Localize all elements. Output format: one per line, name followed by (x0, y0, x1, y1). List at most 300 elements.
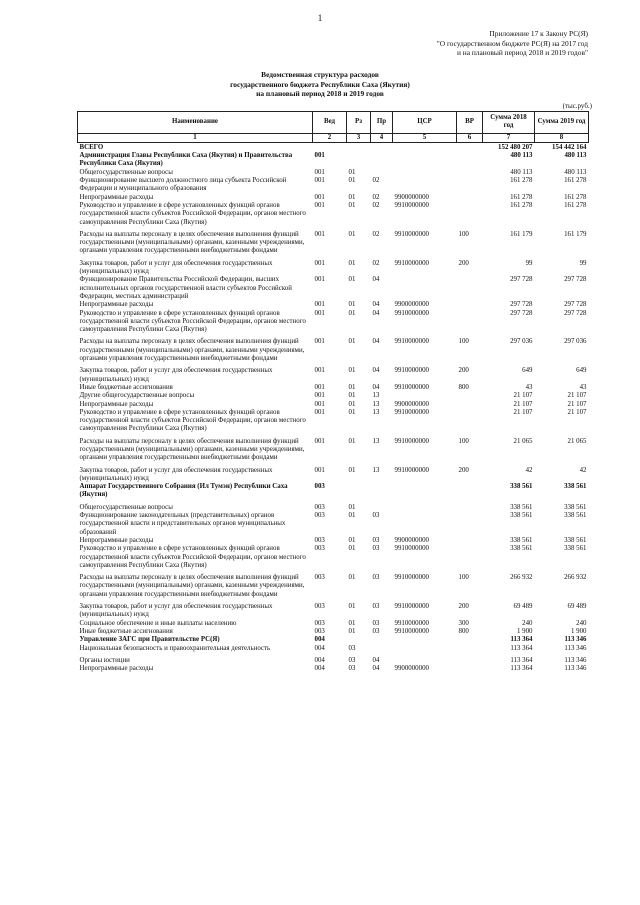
row-csr: 9910000000 (394, 338, 429, 346)
row-csr: 9910000000 (394, 545, 429, 553)
row-sum-2018: 266 932 (510, 574, 533, 582)
row-name: Аппарат Государственного Собрания (Ил Тумэн) Республики Саха (Якутия) (79, 483, 288, 499)
row-ved: 001 (314, 177, 325, 185)
row-csr: 9910000000 (394, 309, 429, 317)
row-sum-2019: 21 107 (567, 400, 587, 408)
row-csr: 9910000000 (394, 259, 429, 267)
row-rz: 01 (348, 338, 356, 346)
title-line: Ведомственная структура расходов (261, 70, 379, 79)
table-body (78, 142, 589, 673)
row-sum-2018: 42 (525, 466, 533, 474)
row-csr: 9910000000 (394, 367, 429, 375)
row-csr (393, 483, 457, 500)
row-sum-2018: 297 728 (510, 276, 533, 284)
column-header: Наименование (78, 112, 313, 134)
row-ved: 001 (314, 193, 325, 201)
row-csr (393, 392, 457, 400)
table-row (78, 227, 589, 256)
row-name: Закупка товаров, работ и услуг для обеспечения государственных (муниципальных) нужд (79, 466, 273, 482)
row-name: Органы юстиции (79, 656, 130, 664)
row-csr: 9900000000 (394, 536, 429, 544)
row-rz: 01 (348, 466, 356, 474)
row-ved: 001 (314, 259, 325, 267)
row-name: Непрограммные расходы (79, 665, 154, 673)
row-sum-2018: 649 (522, 367, 533, 375)
row-sum-2019: 480 113 (564, 152, 587, 160)
table-row (78, 620, 589, 628)
row-csr (393, 636, 457, 644)
row-ved: 001 (314, 408, 325, 416)
row-vr: 200 (458, 603, 469, 611)
row-vr (457, 645, 483, 653)
row-rz: 01 (348, 574, 356, 582)
row-sum-2018: 161 179 (510, 230, 533, 238)
row-csr: 9910000000 (394, 437, 429, 445)
table-row (78, 665, 589, 673)
table-row (78, 628, 589, 636)
row-rz: 01 (348, 168, 356, 176)
row-vr (457, 512, 483, 537)
table-row (78, 409, 589, 434)
appendix-line: "О государственном бюджете РС(Я) на 2017 год (436, 38, 588, 48)
row-ved: 003 (314, 574, 325, 582)
row-csr (393, 653, 457, 665)
row-sum-2019: 297 728 (564, 301, 587, 309)
row-sum-2019: 338 561 (564, 512, 587, 520)
row-name: Руководство и управление в сфере установленных функций органов государственной власти субъектов Российской Федерации, органов местного самоуправления Республики Саха (Якутия) (79, 201, 306, 226)
column-number: 2 (313, 133, 347, 142)
page-number: 1 (317, 13, 323, 23)
column-number: 6 (457, 133, 483, 142)
row-csr: 9900000000 (394, 193, 429, 201)
row-name: Непрограммные расходы (79, 193, 154, 201)
row-sum-2019: 1 900 (570, 627, 587, 635)
row-pr (371, 483, 393, 500)
row-sum-2018: 69 489 (513, 603, 533, 611)
row-pr (371, 645, 393, 653)
column-number: 5 (393, 133, 457, 142)
column-header: ВР (457, 112, 483, 134)
row-rz: 01 (348, 309, 356, 317)
row-ved: 001 (314, 152, 325, 160)
document-title (0, 70, 640, 99)
table-row (78, 363, 589, 384)
row-vr (457, 177, 483, 194)
row-name: Иные бюджетные ассигнования (79, 627, 173, 635)
row-name: Функционирование высшего должностного лица субъекта Российской Федерации и муниципального образования (79, 177, 287, 193)
row-sum-2018: 338 561 (510, 483, 533, 491)
row-sum-2019: 338 561 (564, 503, 587, 511)
row-vr: 100 (458, 574, 469, 582)
row-name: Закупка товаров, работ и услуг для обеспечения государственных (муниципальных) нужд (79, 603, 273, 619)
row-vr (457, 500, 483, 512)
row-sum-2018: 240 (522, 619, 533, 627)
row-sum-2018: 113 364 (510, 644, 533, 652)
row-pr: 02 (372, 259, 380, 267)
row-sum-2019: 161 278 (564, 177, 587, 185)
row-pr (371, 636, 393, 644)
row-rz: 01 (348, 400, 356, 408)
row-vr: 800 (458, 627, 469, 635)
row-sum-2018: 338 561 (510, 512, 533, 520)
column-number: 1 (78, 133, 313, 142)
table-row (78, 142, 589, 152)
row-rz: 01 (348, 619, 356, 627)
row-pr: 02 (372, 230, 380, 238)
row-vr (457, 537, 483, 545)
row-sum-2019: 297 036 (564, 338, 587, 346)
row-csr: 9910000000 (394, 230, 429, 238)
row-vr (457, 169, 483, 177)
row-sum-2018: 161 278 (510, 193, 533, 201)
row-rz: 01 (348, 193, 356, 201)
table-row (78, 169, 589, 177)
appendix-line: Приложение 17 к Закону РС(Я) (489, 29, 588, 38)
row-name: Непрограммные расходы (79, 301, 154, 309)
row-name: Функционирование Правительства Российской Федерации, высших исполнительных органов государственной власти субъектов Российской Федерации, местных администраций (79, 276, 292, 300)
row-pr (371, 142, 393, 152)
row-vr: 100 (458, 437, 469, 445)
row-rz: 01 (348, 367, 356, 375)
row-ved: 001 (314, 392, 325, 400)
row-vr (457, 545, 483, 570)
row-sum-2019: 113 346 (564, 656, 587, 664)
row-sum-2019: 113 346 (564, 636, 587, 644)
row-ved: 003 (314, 503, 325, 511)
row-rz: 01 (348, 392, 356, 400)
row-name: Функционирование законодательных (представительных) органов государственной власти и представительных органов муниципальных образований (79, 512, 286, 536)
row-ved: 001 (314, 168, 325, 176)
column-number: 8 (535, 133, 589, 142)
column-number: 3 (347, 133, 371, 142)
row-sum-2019: 338 561 (564, 536, 587, 544)
row-csr (393, 500, 457, 512)
row-rz (347, 152, 371, 169)
row-sum-2019: 42 (579, 466, 587, 474)
title-line: на плановый период 2018 и 2019 годов (256, 89, 384, 99)
row-vr (457, 665, 483, 673)
row-csr: 9910000000 (394, 574, 429, 582)
row-ved: 003 (314, 603, 325, 611)
row-sum-2018: 43 (525, 383, 533, 391)
row-sum-2018: 21 107 (513, 408, 533, 416)
table-row (78, 152, 589, 169)
row-sum-2019: 43 (579, 383, 587, 391)
table-row (78, 392, 589, 400)
row-vr (457, 152, 483, 169)
column-header: Сумма 2018 год (483, 112, 535, 134)
row-name: Руководство и управление в сфере установленных функций органов государственной власти субъектов Российской Федерации, органов местного самоуправления Республики Саха (Якутия) (79, 408, 306, 433)
column-header: ЦСР (393, 112, 457, 134)
row-pr: 04 (372, 309, 380, 317)
row-ved: 004 (314, 656, 325, 664)
row-csr: 9910000000 (394, 408, 429, 416)
row-rz: 01 (348, 276, 356, 284)
row-pr: 04 (372, 367, 380, 375)
row-ved: 001 (314, 400, 325, 408)
table-row (78, 194, 589, 202)
table-row (78, 537, 589, 545)
row-name: Социальное обеспечение и иные выплаты населению (79, 619, 237, 627)
table-row (78, 570, 589, 599)
table-row (78, 653, 589, 665)
row-rz: 01 (348, 301, 356, 309)
row-vr: 200 (458, 367, 469, 375)
row-rz: 03 (348, 644, 356, 652)
row-vr (457, 310, 483, 335)
row-name: ВСЕГО (79, 143, 104, 151)
row-ved: 004 (314, 636, 325, 644)
column-header: Сумма 2019 год (535, 112, 589, 134)
row-csr: 9900000000 (394, 665, 429, 673)
row-sum-2019: 113 346 (564, 665, 587, 673)
row-ved: 001 (314, 466, 325, 474)
table-row (78, 334, 589, 363)
row-ved: 004 (314, 665, 325, 673)
row-sum-2019: 69 489 (567, 603, 587, 611)
row-pr: 13 (372, 392, 380, 400)
column-header: Вед (313, 112, 347, 134)
title-line: государственного бюджета Республики Саха (Якутия) (230, 79, 410, 89)
column-number: 7 (483, 133, 535, 142)
row-rz: 03 (348, 656, 356, 664)
row-rz: 01 (348, 603, 356, 611)
row-sum-2018: 113 364 (510, 665, 533, 673)
row-sum-2018: 21 107 (513, 392, 533, 400)
row-rz: 01 (348, 408, 356, 416)
row-rz: 01 (348, 177, 356, 185)
row-pr (371, 500, 393, 512)
row-pr: 03 (372, 619, 380, 627)
row-csr: 9900000000 (394, 301, 429, 309)
column-header: Рз (347, 112, 371, 134)
row-rz: 01 (348, 259, 356, 267)
row-pr: 04 (372, 656, 380, 664)
row-pr: 04 (372, 301, 380, 309)
row-sum-2019: 21 107 (567, 392, 587, 400)
row-ved: 001 (314, 201, 325, 209)
row-vr: 800 (458, 383, 469, 391)
row-pr: 02 (372, 193, 380, 201)
table-row (78, 401, 589, 409)
row-sum-2018: 338 561 (510, 536, 533, 544)
table-row (78, 599, 589, 620)
row-vr: 300 (458, 619, 469, 627)
row-rz (347, 142, 371, 152)
row-sum-2019: 240 (576, 619, 587, 627)
column-number-row (78, 133, 589, 142)
row-csr (393, 169, 457, 177)
row-csr: 9910000000 (394, 619, 429, 627)
row-vr (457, 194, 483, 202)
row-ved: 001 (314, 309, 325, 317)
row-ved: 001 (314, 276, 325, 284)
row-name: Руководство и управление в сфере установленных функций органов государственной власти субъектов Российской Федерации, органов местного самоуправления Республики Саха (Якутия) (79, 545, 306, 569)
row-sum-2019: 338 561 (564, 545, 587, 553)
row-sum-2019: 161 278 (564, 201, 587, 209)
row-csr (393, 152, 457, 169)
row-ved: 001 (314, 230, 325, 238)
row-ved: 004 (314, 644, 325, 652)
row-sum-2019: 297 728 (564, 276, 587, 284)
row-sum-2018: 338 561 (510, 503, 533, 511)
row-csr (393, 177, 457, 194)
row-ved: 003 (314, 483, 325, 491)
row-rz (347, 636, 371, 644)
row-csr (393, 645, 457, 653)
table-row (78, 434, 589, 463)
row-csr (393, 276, 457, 301)
row-sum-2018: 21 107 (513, 400, 533, 408)
row-csr: 9900000000 (394, 400, 429, 408)
table-row (78, 384, 589, 392)
row-name: Расходы на выплаты персоналу в целях обеспечения выполнения функций государственными (муниципальными) органами, казенными учреждениями, органами управления государственными внебюджетными фондами (79, 437, 305, 462)
row-sum-2019: 266 932 (564, 574, 587, 582)
row-pr: 03 (372, 512, 380, 520)
row-sum-2018: 21 065 (513, 437, 533, 445)
row-csr (393, 142, 457, 152)
table-row (78, 636, 589, 644)
row-csr (393, 512, 457, 537)
row-pr: 04 (372, 276, 380, 284)
row-ved: 001 (314, 383, 325, 391)
row-rz: 01 (348, 201, 356, 209)
budget-table (77, 111, 589, 673)
row-name: Общегосударственные вопросы (79, 168, 173, 176)
row-sum-2019: 154 442 164 (552, 143, 587, 151)
row-pr: 03 (372, 574, 380, 582)
row-sum-2018: 113 364 (510, 656, 533, 664)
table-row (78, 276, 589, 301)
row-vr (457, 409, 483, 434)
row-name: Закупка товаров, работ и услуг для обеспечения государственных (муниципальных) нужд (79, 259, 273, 276)
row-sum-2018: 161 278 (510, 177, 533, 185)
row-pr: 13 (372, 408, 380, 416)
row-vr (457, 392, 483, 400)
row-csr: 9910000000 (394, 201, 429, 209)
column-number: 4 (371, 133, 393, 142)
row-name: Другие общегосударственные вопросы (79, 392, 195, 400)
row-pr: 03 (372, 603, 380, 611)
row-sum-2019: 338 561 (564, 483, 587, 491)
row-rz: 01 (348, 383, 356, 391)
row-ved (313, 142, 347, 152)
row-name: Администрация Главы Республики Саха (Якутия) и Правительства Республики Саха (Якутия) (79, 152, 293, 168)
row-vr: 200 (458, 466, 469, 474)
unit-label: (тыс.руб.) (562, 102, 592, 110)
row-vr (457, 401, 483, 409)
column-header: Пр (371, 112, 393, 134)
row-vr (457, 483, 483, 500)
table-row (78, 202, 589, 227)
row-sum-2019: 649 (576, 367, 587, 375)
row-sum-2019: 21 107 (567, 408, 587, 416)
row-rz: 01 (348, 503, 356, 511)
row-sum-2018: 480 113 (510, 168, 533, 176)
row-rz: 01 (348, 437, 356, 445)
row-pr: 04 (372, 383, 380, 391)
table-row (78, 545, 589, 570)
row-pr: 02 (372, 201, 380, 209)
row-sum-2018: 297 728 (510, 309, 533, 317)
row-rz: 01 (348, 545, 356, 553)
table-row (78, 483, 589, 500)
table-header (78, 112, 589, 134)
row-pr: 02 (372, 177, 380, 185)
row-rz: 01 (348, 230, 356, 238)
row-ved: 003 (314, 536, 325, 544)
row-sum-2019: 480 113 (564, 168, 587, 176)
row-pr: 03 (372, 545, 380, 553)
row-name: Общегосударственные вопросы (79, 503, 173, 511)
table-row (78, 310, 589, 335)
row-ved: 001 (314, 301, 325, 309)
row-sum-2019: 161 179 (564, 230, 587, 238)
row-rz: 01 (348, 627, 356, 635)
row-sum-2018: 99 (525, 259, 533, 267)
row-name: Расходы на выплаты персоналу в целях обеспечения выполнения функций государственными (муниципальными) органами, казенными учреждениями, органами управления государственными внебюджетными фондами (79, 230, 305, 255)
row-name: Закупка товаров, работ и услуг для обеспечения государственных (муниципальных) нужд (79, 367, 273, 383)
row-ved: 003 (314, 619, 325, 627)
row-name: Непрограммные расходы (79, 536, 154, 544)
row-csr: 9910000000 (394, 627, 429, 635)
row-rz: 01 (348, 512, 356, 520)
row-vr (457, 202, 483, 227)
row-pr: 13 (372, 400, 380, 408)
table-row (78, 256, 589, 277)
row-sum-2018: 297 036 (510, 338, 533, 346)
row-sum-2019: 99 (579, 259, 587, 267)
row-sum-2018: 1 900 (516, 627, 533, 635)
row-sum-2018: 152 480 207 (498, 143, 533, 151)
table-row (78, 645, 589, 653)
row-name: Руководство и управление в сфере установленных функций органов государственной власти субъектов Российской Федерации, органов местного самоуправления Республики Саха (Якутия) (79, 309, 306, 334)
row-csr: 9910000000 (394, 383, 429, 391)
table-row (78, 301, 589, 309)
row-vr (457, 301, 483, 309)
row-sum-2019: 113 346 (564, 644, 587, 652)
row-rz: 03 (348, 665, 356, 673)
row-pr: 13 (372, 437, 380, 445)
row-rz (347, 483, 371, 500)
row-sum-2019: 161 278 (564, 193, 587, 201)
row-vr (457, 653, 483, 665)
appendix-line: и на плановый период 2018 и 2019 годов" (456, 48, 588, 58)
row-name: Расходы на выплаты персоналу в целях обеспечения выполнения функций государственными (муниципальными) органами, казенными учреждениями, органами управления государственными внебюджетными фондами (79, 338, 305, 363)
row-pr: 03 (372, 627, 380, 635)
row-pr: 13 (372, 466, 380, 474)
row-sum-2018: 338 561 (510, 545, 533, 553)
row-name: Национальная безопасность и правоохранительная деятельность (79, 644, 271, 652)
row-name: Иные бюджетные ассигнования (79, 383, 173, 391)
row-pr: 03 (372, 536, 380, 544)
row-vr (457, 636, 483, 644)
row-sum-2018: 113 364 (510, 636, 533, 644)
row-pr: 04 (372, 665, 380, 673)
row-name: Управление ЗАГС при Правительстве РС(Я) (79, 636, 220, 644)
row-vr: 100 (458, 338, 469, 346)
row-vr: 100 (458, 230, 469, 238)
table-row (78, 177, 589, 194)
row-sum-2019: 297 728 (564, 309, 587, 317)
row-csr: 9910000000 (394, 603, 429, 611)
row-sum-2018: 297 728 (510, 301, 533, 309)
row-name: Непрограммные расходы (79, 400, 154, 408)
row-ved: 001 (314, 367, 325, 375)
row-csr: 9910000000 (394, 466, 429, 474)
row-ved: 003 (314, 545, 325, 553)
row-vr (457, 276, 483, 301)
